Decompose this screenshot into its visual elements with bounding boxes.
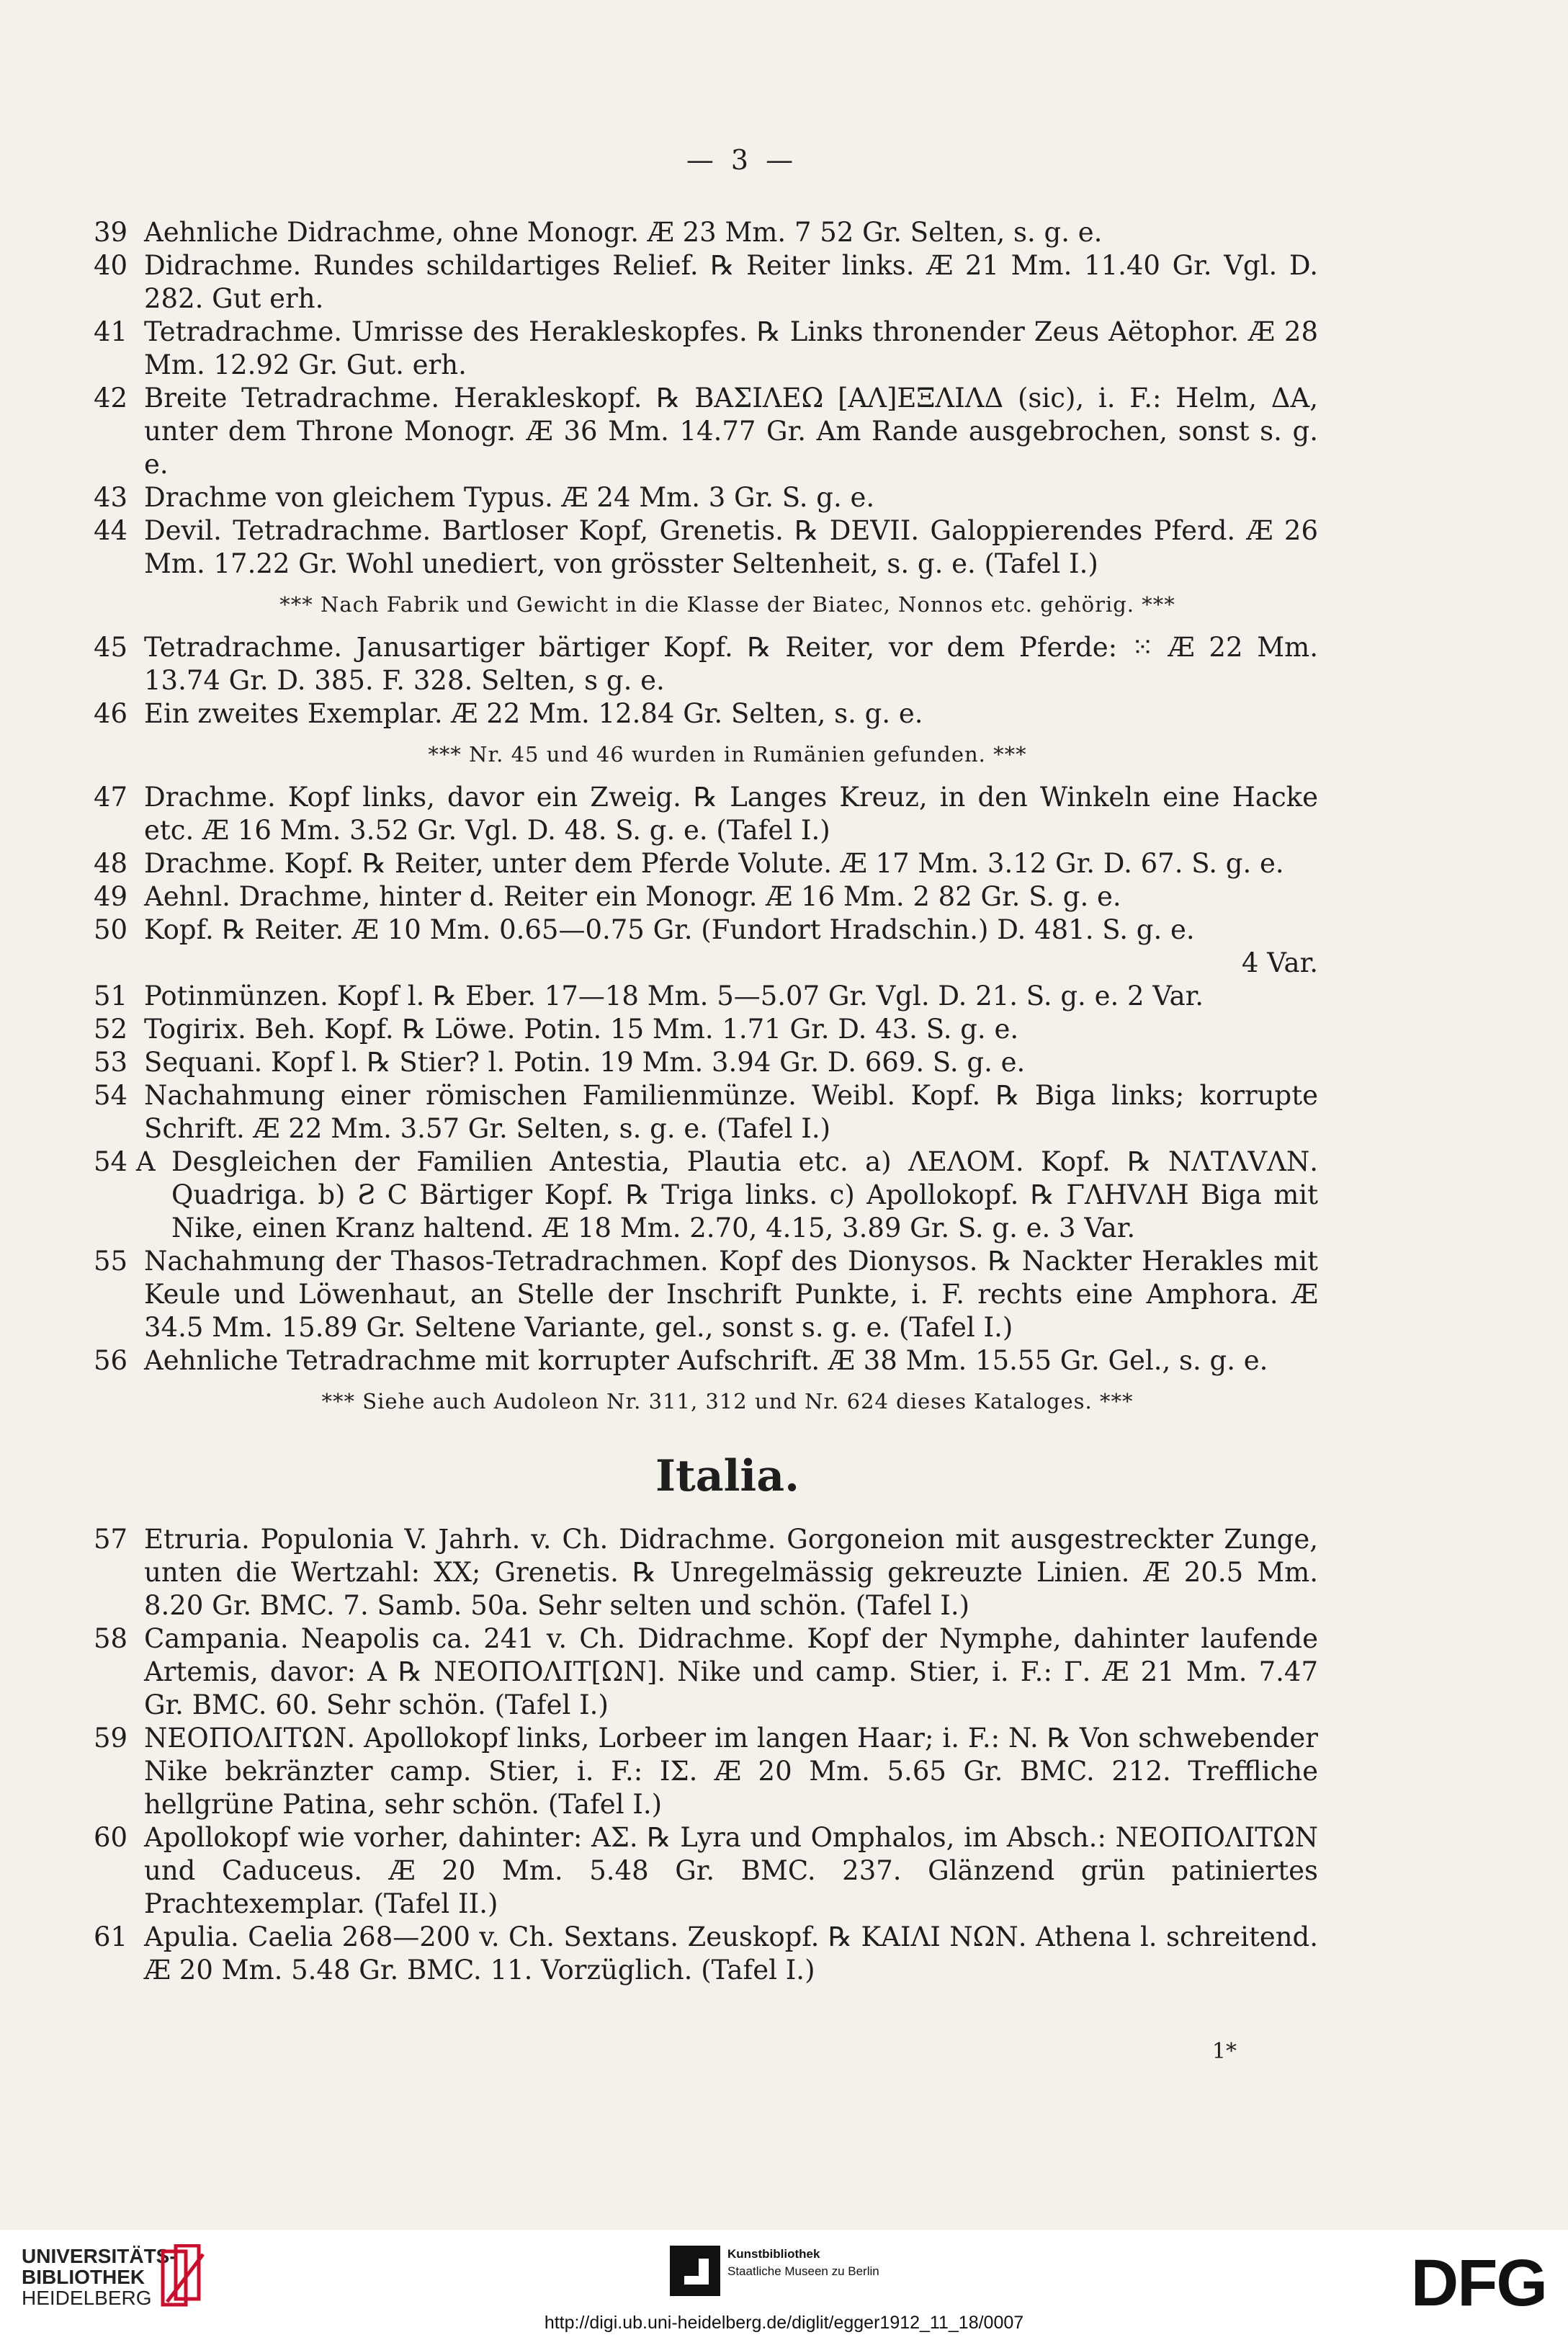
- entry-text: Sequani. Kopf l. ℞ Stier? l. Potin. 19 Mm. 3.94 Gr. D. 669. S. g. e.: [144, 1047, 1026, 1078]
- entry-number: 60: [94, 1822, 128, 1853]
- entry-number: 54: [94, 1080, 128, 1111]
- entry-number: 59: [94, 1723, 128, 1754]
- entry-number: 55: [94, 1246, 128, 1277]
- catalog-entry: [94, 1722, 1318, 1821]
- catalog-entry: [94, 1921, 1318, 1987]
- entry-text: Nachahmung der Thasos-Tetradrachmen. Kopf des Dionysos. ℞ Nackter Herakles mit Keule und Löwenhaut, an Stelle der Inschrift Punkte, i. F. rechts eine Amphora. Æ 34.5 Mm. 15.89 Gr. Seltene Variante, gel., sonst s. g. e. (Tafel I.): [144, 1246, 1318, 1343]
- catalog-entry: [94, 847, 1318, 880]
- catalog-entry: [94, 1013, 1318, 1046]
- entry-number: 46: [94, 698, 128, 729]
- entry-text: Desgleichen der Familien Antestia, Plautia etc. a) ΛΕΛΟΜ. Kopf. ℞ ΝΛΤΛVΛΝ. Quadriga. b) Ƨ C Bärtiger Kopf. ℞ Triga links. c) Apollokopf. ℞ ΓΛΗVΛΗ Biga mit Nike, einen Kranz haltend. Æ 18 Mm. 2.70, 4.15, 3.89 Gr. S. g. e. 3 Var.: [171, 1146, 1318, 1243]
- catalog-entry: [94, 631, 1318, 697]
- catalog-entry: [94, 1046, 1318, 1079]
- entry-text: Campania. Neapolis ca. 241 v. Ch. Didrachme. Kopf der Nymphe, dahinter laufende Artemis, davor: A ℞ ΝΕΟΠΟΛΙΤ[ΩΝ]. Nike und camp. Stier, i. F.: Γ. Æ 21 Mm. 7.47 Gr. BMC. 60. Sehr schön. (Tafel I.): [144, 1623, 1318, 1720]
- entry-number: 51: [94, 981, 128, 1012]
- entry-number: 39: [94, 217, 128, 248]
- entry-number: 47: [94, 782, 128, 813]
- catalog-entry: [94, 697, 1318, 731]
- catalog-entry: [94, 1344, 1318, 1377]
- catalog-entry: [94, 249, 1318, 316]
- entry-text: Drachme. Kopf links, davor ein Zweig. ℞ Langes Kreuz, in den Winkeln eine Hacke etc. Æ 16 Mm. 3.52 Gr. Vgl. D. 48. S. g. e. (Tafel I.): [144, 782, 1318, 846]
- footnote: *** Siehe auch Audoleon Nr. 311, 312 und Nr. 624 dieses Kataloges. ***: [321, 1389, 1134, 1414]
- entry-number: 56: [94, 1345, 128, 1376]
- entry-number: 44: [94, 515, 128, 546]
- entry-number: 57: [94, 1524, 128, 1555]
- page-number: — 3 —: [686, 144, 798, 176]
- footnote: *** Nr. 45 und 46 wurden in Rumänien gefunden. ***: [428, 742, 1027, 767]
- entry-text: Aehnliche Tetradrachme mit korrupter Aufschrift. Æ 38 Mm. 15.55 Gr. Gel., s. g. e.: [144, 1345, 1268, 1376]
- university-library-logo-text[interactable]: [22, 2246, 176, 2308]
- entry-text: Aehnliche Didrachme, ohne Monogr. Æ 23 Mm. 7 52 Gr. Selten, s. g. e.: [144, 217, 1103, 248]
- catalog-entry: [94, 216, 1318, 249]
- signature-mark: 1*: [1211, 2039, 1237, 2064]
- entry-text: Drachme von gleichem Typus. Æ 24 Mm. 3 Gr. S. g. e.: [144, 482, 875, 513]
- kb-title: Kunstbibliothek: [727, 2247, 820, 2261]
- entry-number: 48: [94, 848, 128, 879]
- catalog-entry: [94, 316, 1318, 382]
- kunstbibliothek-logo-icon: [670, 2246, 720, 2296]
- entry-text: Potinmünzen. Kopf l. ℞ Eber. 17—18 Mm. 5—5.07 Gr. Vgl. D. 21. S. g. e. 2 Var.: [144, 981, 1204, 1012]
- catalog-entry: [94, 1821, 1318, 1921]
- footer-bar: [0, 2230, 1568, 2340]
- section-heading: Italia.: [655, 1451, 799, 1501]
- catalog-entry: [94, 1523, 1318, 1622]
- entry-number: 42: [94, 383, 128, 414]
- entry-text: Breite Tetradrachme. Herakleskopf. ℞ ΒΑΣΙΛΕΩ [ΑΛ]ΕΞΛΙΛΔ (sic), i. F.: Helm, ΔΑ, unter dem Throne Monogr. Æ 36 Mm. 14.77 Gr. Am Rande ausgebrochen, sonst s. g. e.: [144, 383, 1318, 480]
- entry-text: Tetradrachme. Janusartiger bärtiger Kopf. ℞ Reiter, vor dem Pferde: ⁙ Æ 22 Mm. 13.74 Gr. D. 385. F. 328. Selten, s g. e.: [144, 632, 1318, 696]
- catalog-entry: [94, 481, 1318, 514]
- kb-subtitle: Staatliche Museen zu Berlin: [727, 2264, 879, 2278]
- uni-line-3: HEIDELBERG: [22, 2287, 152, 2309]
- permalink-url[interactable]: http://digi.ub.uni-heidelberg.de/diglit/egger1912_11_18/0007: [544, 2313, 1024, 2333]
- entry-number: 58: [94, 1623, 128, 1654]
- entry-number: 40: [94, 250, 128, 281]
- dfg-logo[interactable]: DFG: [1410, 2246, 1546, 2320]
- kunstbibliothek-text[interactable]: [727, 2246, 879, 2280]
- catalog-entry: [94, 781, 1318, 847]
- entry-number: 43: [94, 482, 128, 513]
- entry-number: 41: [94, 316, 128, 347]
- footnote: *** Nach Fabrik und Gewicht in die Klasse der Biatec, Nonnos etc. gehörig. ***: [279, 592, 1175, 617]
- entry-text: Tetradrachme. Umrisse des Herakleskopfes. ℞ Links thronender Zeus Aëtophor. Æ 28 Mm. 12.92 Gr. Gut. erh.: [144, 316, 1318, 380]
- entry-text: Togirix. Beh. Kopf. ℞ Löwe. Potin. 15 Mm. 1.71 Gr. D. 43. S. g. e.: [144, 1014, 1019, 1045]
- entry-number: 45: [94, 632, 128, 663]
- entry-text: Apollokopf wie vorher, dahinter: ΑΣ. ℞ Lyra und Omphalos, im Absch.: ΝΕΟΠΟΛΙΤΩΝ und Caduceus. Æ 20 Mm. 5.48 Gr. BMC. 237. Glänzend grün patiniertes Prachtexemplar. (Tafel II.): [144, 1822, 1318, 1919]
- entry-text: ΝΕΟΠΟΛΙΤΩΝ. Apollokopf links, Lorbeer im langen Haar; i. F.: N. ℞ Von schwebender Nike bekränzter camp. Stier, i. F.: ΙΣ. Æ 20 Mm. 5.65 Gr. BMC. 212. Treffliche hellgrüne Patina, sehr schön. (Tafel I.): [144, 1723, 1318, 1820]
- catalog-entry: [94, 514, 1318, 581]
- entry-text: Drachme. Kopf. ℞ Reiter, unter dem Pferde Volute. Æ 17 Mm. 3.12 Gr. D. 67. S. g. e.: [144, 848, 1284, 879]
- entry-text: Ein zweites Exemplar. Æ 22 Mm. 12.84 Gr. Selten, s. g. e.: [144, 698, 923, 729]
- catalog-entry: [94, 1622, 1318, 1722]
- entry-text: Etruria. Populonia V. Jahrh. v. Ch. Didrachme. Gorgoneion mit ausgestreckter Zunge, unten die Wertzahl: XX; Grenetis. ℞ Unregelmässig gekreuzte Linien. Æ 20.5 Mm. 8.20 Gr. BMC. 7. Samb. 50a. Sehr selten und schön. (Tafel I.): [144, 1524, 1318, 1621]
- catalog-entry: [94, 980, 1318, 1013]
- entry-number: 54 A: [94, 1146, 156, 1177]
- entry-number: 52: [94, 1014, 128, 1045]
- uni-line-2: BIBLIOTHEK: [22, 2266, 145, 2288]
- catalog-entries: [94, 216, 1318, 1987]
- entry-variant-count: 4 Var.: [1241, 947, 1318, 978]
- catalog-entry: [94, 914, 1318, 980]
- entry-text: Kopf. ℞ Reiter. Æ 10 Mm. 0.65—0.75 Gr. (Fundort Hradschin.) D. 481. S. g. e.: [144, 914, 1195, 945]
- catalog-entry: [94, 382, 1318, 481]
- entry-text: Nachahmung einer römischen Familienmünze. Weibl. Kopf. ℞ Biga links; korrupte Schrift. Æ 22 Mm. 3.57 Gr. Selten, s. g. e. (Tafel I.): [144, 1080, 1318, 1144]
- entry-text: Apulia. Caelia 268—200 v. Ch. Sextans. Zeuskopf. ℞ ΚΑΙΛΙ ΝΩΝ. Athena l. schreitend. Æ 20 Mm. 5.48 Gr. BMC. 11. Vorzüglich. (Tafel I.): [144, 1921, 1318, 1986]
- entry-number: 61: [94, 1921, 128, 1952]
- entry-text: Devil. Tetradrachme. Bartloser Kopf, Grenetis. ℞ DEVII. Galoppierendes Pferd. Æ 26 Mm. 17.22 Gr. Wohl unediert, von grösster Seltenheit, s. g. e. (Tafel I.): [144, 515, 1318, 579]
- catalog-entry: [94, 1079, 1318, 1146]
- catalog-entry: [94, 1146, 1318, 1245]
- uni-line-1: UNIVERSITÄTS-: [22, 2245, 176, 2267]
- entry-text: Didrachme. Rundes schildartiges Relief. ℞ Reiter links. Æ 21 Mm. 11.40 Gr. Vgl. D. 282. Gut erh.: [144, 250, 1318, 314]
- entry-number: 49: [94, 881, 128, 912]
- entry-number: 53: [94, 1047, 128, 1078]
- entry-text: Aehnl. Drachme, hinter d. Reiter ein Monogr. Æ 16 Mm. 2 82 Gr. S. g. e.: [144, 881, 1121, 912]
- university-library-emblem-icon: [160, 2244, 210, 2309]
- catalog-entry: [94, 1245, 1318, 1344]
- entry-number: 50: [94, 914, 128, 945]
- catalog-entry: [94, 880, 1318, 914]
